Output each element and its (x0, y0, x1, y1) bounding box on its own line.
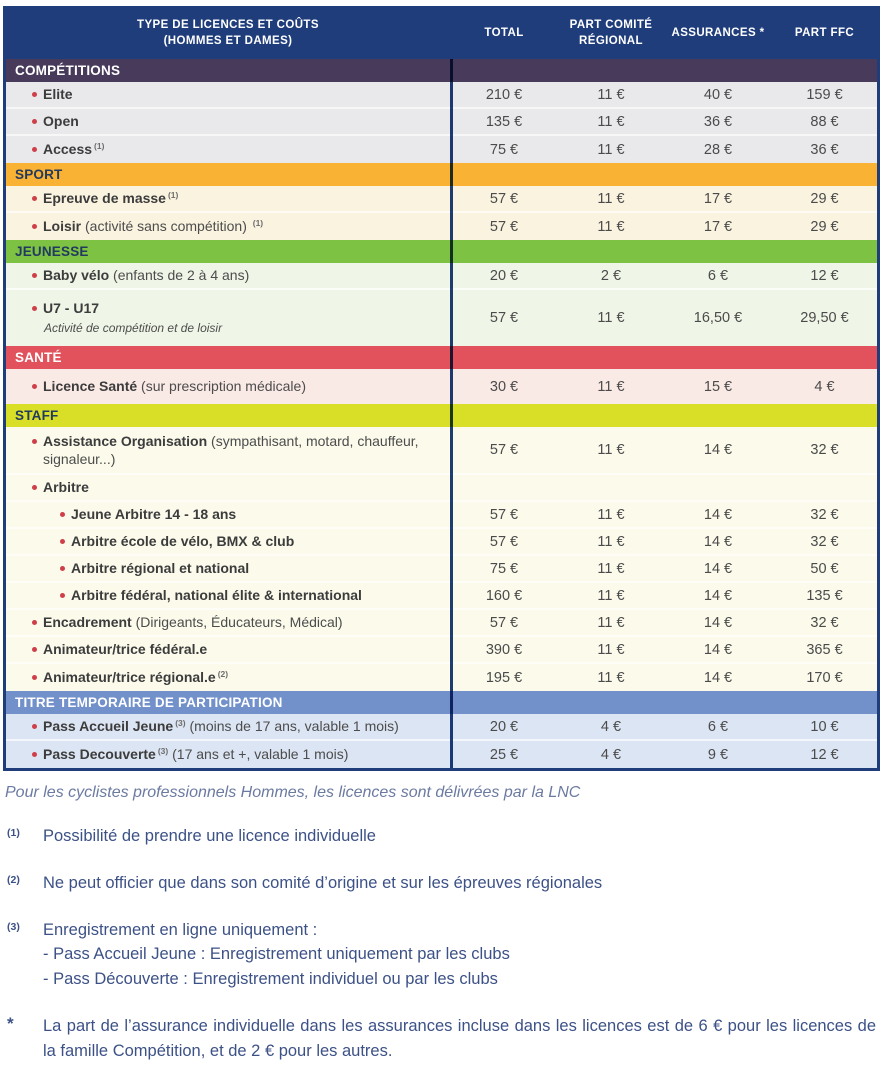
table-row (6, 475, 877, 502)
footnote-line: Possibilité de prendre une licence individuelle (43, 827, 376, 845)
section-title: SPORT (15, 167, 63, 182)
price-cell: 29,50 € (800, 310, 849, 326)
header-type-de-licences (6, 18, 450, 49)
footnote-text (43, 871, 876, 896)
price-cell: 32 € (810, 533, 839, 550)
price-cell: 17 € (703, 190, 733, 207)
table-row (6, 369, 877, 404)
table-row (6, 213, 877, 240)
price-cell: 57 € (489, 218, 519, 235)
footnote-line: La part de l’assurance individuelle dans les assurances incluse dans les licences est de 6 € pour les licences de la famille Compétition, et de 2 € pour les autres. (43, 1016, 876, 1060)
footnote (7, 1014, 876, 1064)
bullet-icon (60, 512, 65, 517)
footnote-ref: (1) (167, 189, 179, 200)
label-text: Pass Decouverte (43, 746, 156, 763)
price-cell: 17 € (703, 218, 733, 235)
header-part-comite-regional: PART COMITÉ RÉGIONAL (569, 19, 653, 47)
price-cell: 4 € (814, 378, 835, 395)
section-header (6, 404, 877, 427)
price-cell: 11 € (597, 506, 625, 523)
table-row (6, 714, 877, 741)
licence-label (6, 112, 450, 130)
price-cell: 170 € (806, 669, 843, 686)
price-cell: 14 € (703, 560, 733, 577)
table-row (6, 263, 877, 290)
footnote-ref: (3) (175, 717, 186, 728)
footnote-ref: (3) (157, 745, 169, 756)
price-cell: 29 € (810, 218, 839, 235)
price-cell: 57 € (489, 533, 519, 550)
price-cell: 57 € (489, 190, 519, 207)
price-cell: 12 € (810, 267, 839, 284)
section-title: COMPÉTITIONS (15, 63, 121, 78)
label-text: Loisir (43, 218, 82, 235)
footnote-line: Enregistrement en ligne uniquement : (43, 920, 318, 939)
bullet-icon (32, 196, 37, 201)
table-row (6, 583, 877, 610)
header-total: TOTAL (484, 27, 524, 40)
licence-label (6, 668, 450, 686)
licence-label (6, 586, 450, 604)
price-cell: 11 € (597, 560, 625, 577)
price-cell: 11 € (597, 442, 625, 458)
price-cell: 390 € (485, 641, 523, 658)
price-cell: 29 € (810, 190, 839, 207)
licence-label (6, 745, 450, 763)
licence-label (6, 217, 450, 235)
price-cell: 14 € (703, 442, 733, 458)
footnote-line: - Pass Accueil Jeune : Enregistrement uniquement par les clubs (43, 945, 510, 964)
footnote-text (43, 824, 876, 849)
footnote-ref: (1) (94, 140, 105, 151)
table-row (6, 529, 877, 556)
footnote-text (43, 918, 876, 992)
price-cell: 135 € (485, 113, 523, 130)
label-text: Assistance Organisation (43, 432, 208, 449)
licence-label (6, 140, 450, 158)
label-text: (activité sans compétition) (81, 218, 251, 235)
table-row (6, 109, 877, 136)
bullet-icon (32, 224, 37, 229)
price-cell: 14 € (703, 669, 733, 686)
price-cell: 12 € (810, 746, 839, 763)
licence-label (6, 717, 450, 735)
label-text: Arbitre (43, 479, 89, 496)
label-text: Jeune Arbitre 14 - 18 ans (71, 506, 237, 523)
price-cell: 57 € (489, 442, 519, 458)
price-cell: 57 € (489, 614, 519, 631)
label-text: Arbitre régional et national (71, 560, 250, 577)
bullet-icon (32, 306, 37, 311)
price-cell: 57 € (489, 506, 519, 523)
price-cell: 9 € (707, 746, 729, 763)
table-row (6, 136, 877, 163)
header-assurances: ASSURANCES * (671, 27, 765, 40)
price-cell: 40 € (703, 86, 733, 103)
table-body (6, 59, 877, 768)
bullet-icon (32, 675, 37, 680)
price-cell: 11 € (597, 190, 625, 207)
licence-label (6, 299, 450, 337)
footnote-line: - Pass Découverte : Enregistrement individuel ou par les clubs (43, 970, 498, 988)
bullet-icon (32, 147, 37, 152)
section-header (6, 59, 877, 82)
label-text: Access (43, 141, 93, 158)
price-cell: 135 € (806, 587, 843, 604)
footnote-marker: (2) (7, 873, 20, 886)
licence-label (6, 559, 450, 577)
price-cell: 159 € (806, 86, 843, 103)
price-cell: 16,50 € (693, 310, 743, 326)
licence-label (6, 432, 450, 468)
price-cell: 11 € (597, 113, 625, 130)
section-header (6, 346, 877, 369)
price-cell: 11 € (597, 378, 625, 395)
bullet-icon (32, 647, 37, 652)
label-text: Animateur/trice fédéral.e (43, 641, 208, 658)
price-cell: 25 € (489, 746, 519, 763)
price-cell: 4 € (600, 718, 622, 735)
section-title: TITRE TEMPORAIRE DE PARTICIPATION (15, 695, 283, 710)
label-text: (17 ans et +, valable 1 mois) (168, 746, 349, 763)
header-type-line1: TYPE DE LICENCES ET COÛTS (137, 19, 319, 32)
licence-label (6, 85, 450, 103)
bullet-icon (32, 485, 37, 490)
bullet-icon (32, 620, 37, 625)
price-cell: 14 € (703, 614, 733, 631)
price-cell: 32 € (810, 442, 839, 458)
licence-label (6, 478, 450, 496)
price-cell: 20 € (489, 718, 519, 735)
price-cell: 11 € (597, 641, 625, 658)
bullet-icon (60, 539, 65, 544)
table-row (6, 502, 877, 529)
table-row (6, 556, 877, 583)
bullet-icon (60, 593, 65, 598)
table-row (6, 290, 877, 346)
footnote (7, 871, 876, 896)
price-cell: 195 € (485, 669, 523, 686)
licence-label (6, 613, 450, 631)
bullet-icon (32, 92, 37, 97)
price-cell: 6 € (707, 718, 729, 735)
bullet-icon (60, 566, 65, 571)
price-cell: 32 € (810, 506, 839, 523)
label-text: Encadrement (43, 614, 132, 631)
footnote-line: Ne peut officier que dans son comité d’origine et sur les épreuves régionales (43, 873, 603, 892)
section-header (6, 691, 877, 714)
table-row (6, 82, 877, 109)
licence-label (6, 377, 450, 395)
bullet-icon (32, 724, 37, 729)
footnote (7, 824, 876, 849)
label-text: Elite (43, 86, 73, 103)
table-row (6, 741, 877, 768)
price-cell: 32 € (810, 614, 839, 631)
price-cell: 11 € (597, 218, 625, 235)
price-cell: 11 € (597, 310, 625, 326)
table-header-row (6, 9, 877, 59)
bullet-icon (32, 752, 37, 757)
price-cell: 28 € (703, 141, 733, 158)
price-cell: 2 € (600, 267, 622, 284)
price-cell: 75 € (489, 141, 519, 158)
price-cell: 20 € (489, 267, 519, 284)
licence-pricing-table (3, 6, 880, 771)
price-cell: 14 € (703, 641, 733, 658)
price-cell: 11 € (597, 587, 625, 604)
label-text: Baby vélo (43, 267, 110, 284)
footnote-marker: (1) (7, 827, 20, 839)
header-type-line2: (HOMMES ET DAMES) (163, 35, 293, 47)
licence-label (6, 189, 450, 207)
lnc-footnote: Pour les cyclistes professionnels Hommes, les licences sont délivrées par la LNC (5, 784, 581, 801)
price-cell: 15 € (703, 378, 733, 395)
header-part-ffc: PART FFC (794, 27, 855, 40)
price-cell: 36 € (810, 141, 839, 158)
section-title: JEUNESSE (15, 244, 89, 259)
price-cell: 11 € (597, 614, 625, 631)
table-row (6, 427, 877, 475)
row-subnote: Activité de compétition et de loisir (44, 321, 223, 336)
price-cell: 365 € (806, 641, 843, 658)
footnote-ref: (2) (217, 668, 229, 679)
price-cell: 14 € (703, 533, 733, 550)
price-cell: 160 € (485, 587, 523, 604)
licence-label (6, 532, 450, 550)
label-text: (Dirigeants, Éducateurs, Médical) (131, 614, 343, 631)
bullet-icon (32, 273, 37, 278)
label-text: U7 - U17 (43, 300, 100, 317)
table-row (6, 664, 877, 691)
label-text: Epreuve de masse (43, 190, 166, 207)
label-text: Arbitre fédéral, national élite & international (71, 587, 362, 604)
table-row (6, 637, 877, 664)
price-cell: 75 € (489, 560, 519, 577)
price-cell: 11 € (597, 533, 625, 550)
bullet-icon (32, 439, 37, 444)
price-cell: 50 € (810, 560, 839, 577)
label-text: Pass Accueil Jeune (43, 718, 174, 735)
licence-label (6, 266, 450, 284)
price-cell: 210 € (485, 86, 523, 103)
label-text: Licence Santé (43, 378, 138, 395)
section-header (6, 240, 877, 263)
label-text: (enfants de 2 à 4 ans) (109, 267, 250, 284)
price-cell: 14 € (703, 506, 733, 523)
price-cell: 57 € (489, 310, 519, 326)
price-cell: 14 € (703, 587, 733, 604)
label-text: Open (43, 113, 79, 130)
bullet-icon (32, 119, 37, 124)
price-cell: 4 € (600, 746, 622, 763)
price-cell: 88 € (810, 113, 839, 130)
footnote-text (43, 1014, 876, 1064)
footnote-ref: (1) (252, 217, 264, 228)
label-text: (sur prescription médicale) (137, 378, 306, 395)
label-text: Animateur/trice régional.e (43, 669, 216, 686)
label-text: Arbitre école de vélo, BMX & club (71, 533, 295, 550)
table-row (6, 610, 877, 637)
footnote-marker: (3) (7, 920, 20, 933)
table-row (6, 186, 877, 213)
price-cell: 36 € (703, 113, 733, 130)
section-title: SANTÉ (15, 350, 62, 365)
footnote-marker: * (7, 1013, 14, 1033)
label-text: (sympathisant, motard, chauffeur, signaleur...) (43, 432, 419, 467)
section-title: STAFF (15, 408, 59, 423)
label-text: (moins de 17 ans, valable 1 mois) (185, 718, 399, 735)
price-cell: 11 € (597, 86, 625, 103)
bullet-icon (32, 384, 37, 389)
price-cell: 11 € (597, 669, 625, 686)
footnote (7, 918, 876, 992)
price-cell: 11 € (597, 141, 625, 158)
licence-label (6, 505, 450, 523)
section-header (6, 163, 877, 186)
price-cell: 30 € (489, 378, 519, 395)
price-cell: 6 € (707, 267, 729, 284)
licence-label (6, 640, 450, 658)
price-cell: 10 € (810, 718, 839, 735)
footnotes-list (3, 824, 880, 1063)
